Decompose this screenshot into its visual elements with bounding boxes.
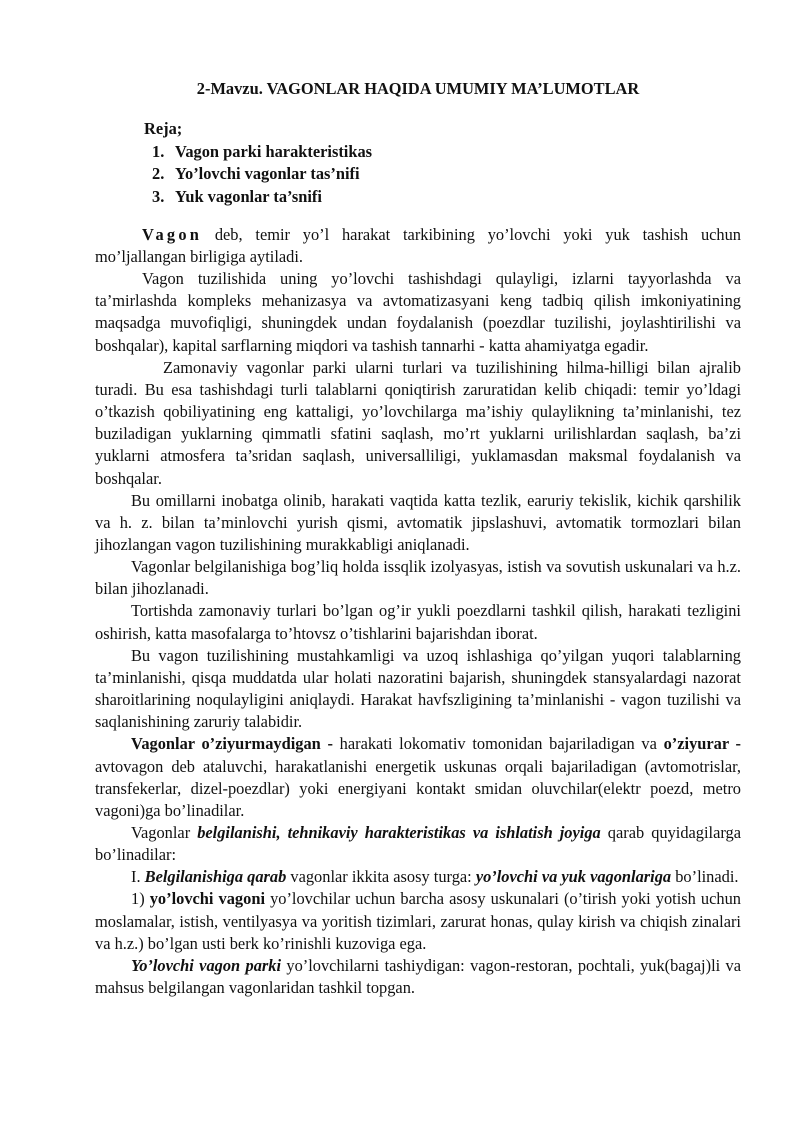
paragraph-factors: Bu omillarni inobatga olinib, harakati vaqtida katta tezlik, earuriy tekislik, kichik qarshilik va h. z. bilan ta’minlovchi yurish qismi, avtomatik jipslashuvi, avtomatik tormozlari bilan jihozlangan vagon tuzilishining murakkabligi aniqlanadi. bbox=[95, 490, 741, 554]
paragraph-passenger-fleet bbox=[95, 955, 741, 999]
term-classification-criteria: belgilanishi, tehnikaviy harakteristikas va ishlatish joyiga bbox=[197, 823, 601, 842]
paragraph-text: bo’linadi. bbox=[671, 867, 739, 887]
page-title: 2-Mavzu. VAGONLAR HAQIDA UMUMIY MA’LUMOTLAR bbox=[196, 79, 640, 98]
paragraph-durability: Bu vagon tuzilishining mustahkamligi va uzoq ishlashiga qo’yilgan yuqori talablarning ta’minlanishi, qisqa muddatda ular holati nazoratini bajarish, shuningdek stansyalardagi nazorat sharoitlarining noqulayligini aniqlaydi. Harakat havfszligining ta’minlanishi - vagon tuzilishi va saqlanishining zaruriy talabidir. bbox=[95, 645, 741, 732]
paragraph-text: yo’lovchilarni tashiydigan: vagon-restoran, pochtali, yuk(bagaj)li va mahsus belgilangan vagonlaridan tashkil topgan. bbox=[95, 955, 741, 998]
plan-item-number: 3. bbox=[152, 186, 165, 206]
term-non-self-propelled: Vagonlar o’ziyurmaydigan - bbox=[131, 734, 333, 754]
paragraph-by-purpose bbox=[95, 866, 741, 888]
paragraph-self-propelled bbox=[95, 733, 741, 822]
paragraph-text: deb, temir yo’l harakat tarkibining yo’lovchi yoki yuk tashish uchun mo’ljallangan birligiga aytiladi. bbox=[95, 224, 741, 266]
paragraph-traction: Tortishda zamonaviy turlari bo’lgan og’ir yukli poezdlarni tashkil qilish, harakati tezligini oshirish, katta masofalarga to’htovsz o’tishlarini bajarishdan iborat. bbox=[95, 601, 741, 643]
plan-list bbox=[95, 141, 741, 207]
plan-item-number: 2. bbox=[152, 164, 165, 184]
paragraph-text: qarab quyidagilarga bo’linadilar: bbox=[95, 823, 742, 865]
paragraph-text: yo’lovchilar uchun barcha asosy uskunalari (o’tirish yoki yotish uchun moslamalar, istish, ventilyasya va yoritish tizimlari, zarurat honas, qulay kirish va chiqish zinalari va h.z.) bo’lgan usti berk ko’rinishli kuzoviga ega. bbox=[95, 889, 741, 953]
paragraph-equipment: Vagonlar belgilanishiga bog’liq holda issqlik izolyasyas, istish va sovutish uskunalari va h.z. bilan jihozlanadi. bbox=[95, 557, 741, 599]
item-number: 1) bbox=[131, 889, 150, 909]
term-passenger-and-freight: yo’lovchi va yuk vagonlariga bbox=[475, 867, 672, 887]
paragraph-classification bbox=[95, 822, 741, 866]
term-vagon: Vagon bbox=[142, 224, 203, 244]
paragraph-modern-fleet: Zamonaviy vagonlar parki ularni turlari va tuzilishining hilma-hilligi bilan ajralib turadi. Bu esa tashishdagi turli talablarni qoniqtirish zaruratidan kelib chiqadi: temir yo’ldagi o’tkazish qobiliyatining eng kattaligi, yo’lovchilarga ma’ishiy qulaylikning ta’minlanishi, tez buziladigan yuklarning qimmatli sfatini saqlash, mo’rt yuklarni urilishlardan saqlash, ba’zi yuklarni atmosfera ta’sridan saqlash, universalliligi, yuklamasdan maksmal foydalanish va boshqalar. bbox=[95, 357, 741, 488]
plan-item bbox=[152, 141, 741, 163]
plan-section bbox=[95, 118, 741, 208]
paragraph-text: Vagonlar bbox=[131, 823, 198, 842]
plan-item-text: Vagon parki harakteristikas bbox=[175, 142, 373, 162]
plan-item-number: 1. bbox=[152, 142, 165, 162]
term-self-propelled: o’ziyurar - bbox=[663, 734, 742, 754]
paragraph-text: vagonlar ikkita asosy turga: bbox=[286, 867, 476, 887]
section-number: I. bbox=[131, 867, 145, 887]
term-passenger-car: yo’lovchi vagoni bbox=[149, 889, 265, 909]
plan-heading: Reja; bbox=[144, 119, 183, 139]
paragraph-text: avtovagon deb ataluvchi, harakatlanishi energetik uskunas orqali bajariladigan (avtomotrislar, transfekerlar, dizel-poezdlar) yoki energiyani kontakt smidan oluvchilar(elektr poezd, metro vagoni)ga bo’linadilar. bbox=[95, 756, 741, 820]
paragraph-vagon-design: Vagon tuzilishida uning yo’lovchi tashishdagi qulayligi, izlarni tayyorlashda va ta’mirlashda kompleks mehanizasya va avtomatizasyani keng tadbiq qilish imkoniyatining maqsadga muvofiqligi, shuningdek undan foydalanish (poezdlar tuzilishi, joylashtirilishi va boshqalar), kapital sarflarning miqdori va tashish tannarhi - katta ahamiyatga egadir. bbox=[95, 269, 741, 355]
paragraph-passenger-car bbox=[95, 888, 741, 954]
plan-item bbox=[152, 163, 741, 185]
paragraph-vagon-definition bbox=[95, 224, 741, 268]
plan-item-text: Yo’lovchi vagonlar tas’nifi bbox=[175, 164, 360, 184]
plan-item-text: Yuk vagonlar ta’snifi bbox=[175, 186, 322, 206]
term-passenger-fleet: Yo’lovchi vagon parki bbox=[131, 955, 282, 975]
term-by-purpose: Belgilanishiga qarab bbox=[144, 867, 287, 887]
paragraph-text: harakati lokomativ tomonidan bajariladigan va bbox=[332, 734, 664, 754]
document-page bbox=[95, 78, 741, 999]
plan-item bbox=[152, 186, 741, 208]
